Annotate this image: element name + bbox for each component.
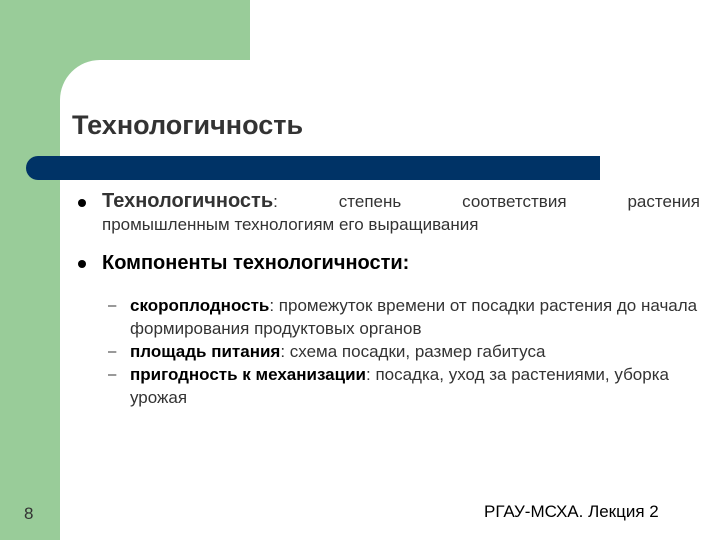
component-term: площадь питания: [130, 342, 281, 361]
definition-line-1: [102, 190, 700, 213]
slide-content: [72, 190, 700, 409]
footer-text: РГАУ-МСХА. Лекция 2: [484, 502, 659, 521]
component-description: : посадка, уход за растениями, уборка урожая: [130, 365, 669, 407]
definition-word: соответствия: [462, 192, 567, 211]
component-term: скороплодность: [130, 296, 270, 315]
bullet-dot-icon: [78, 199, 86, 207]
bullet-definition: [72, 190, 700, 236]
component-description: : промежуток времени от посадки растения до начала формирования продуктовых органов: [130, 296, 698, 338]
bullet-dot-icon: [78, 260, 86, 268]
dash-icon: –: [108, 343, 117, 360]
definition-term: Технологичность: [102, 190, 274, 212]
definition-word: растения: [627, 192, 700, 211]
definition-word: степень: [338, 192, 402, 211]
definition-separator: :: [273, 192, 278, 211]
dash-icon: –: [108, 297, 117, 314]
slide-number: 8: [24, 504, 34, 523]
definition-line-2: промышленным технологиям его выращивания: [102, 215, 479, 234]
components-list: [72, 294, 700, 409]
slide-title: Технологичность: [72, 110, 304, 140]
title-underline-bar: [26, 156, 600, 180]
bullet-components: [72, 250, 700, 276]
component-item-mechanization: [108, 363, 700, 409]
component-item-early-fruiting: [108, 294, 700, 340]
component-term: пригодность к механизации: [130, 365, 366, 384]
definition-term-wrap: [102, 190, 278, 213]
component-item-feeding-area: [108, 340, 700, 363]
component-description: : схема посадки, размер габитуса: [280, 342, 546, 361]
dash-icon: –: [108, 366, 117, 383]
components-heading: Компоненты технологичности:: [102, 252, 410, 274]
